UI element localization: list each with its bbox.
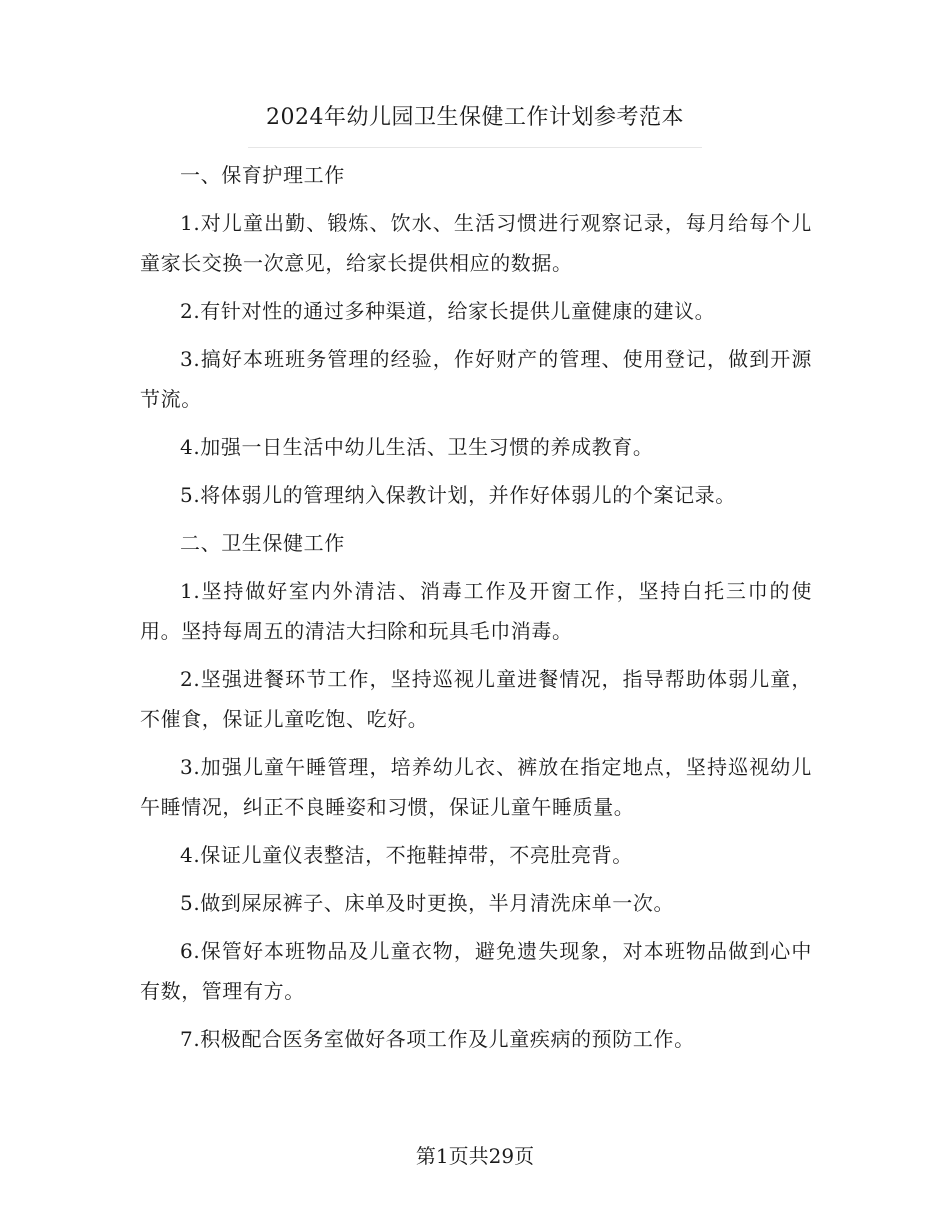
- section-heading-2: 二、卫生保健工作: [180, 531, 345, 555]
- document-title: 2024年幼儿园卫生保健工作计划参考范本: [266, 105, 684, 130]
- paragraph: 3.搞好本班班务管理的经验，作好财产的管理、使用登记，做到开源节流。: [140, 347, 812, 411]
- document-body: [140, 155, 812, 1067]
- paragraph: 3.加强儿童午睡管理，培养幼儿衣、裤放在指定地点，坚持巡视幼儿午睡情况，纠正不良睡姿和习惯，保证儿童午睡质量。: [140, 755, 812, 819]
- paragraph: 4.保证儿童仪表整洁，不拖鞋掉带，不亮肚亮背。: [180, 843, 633, 867]
- paragraph: 1.对儿童出勤、锻炼、饮水、生活习惯进行观察记录，每月给每个儿童家长交换一次意见，给家长提供相应的数据。: [140, 211, 812, 275]
- paragraph: 4.加强一日生活中幼儿生活、卫生习惯的养成教育。: [180, 435, 654, 459]
- paragraph: 5.将体弱儿的管理纳入保教计划，并作好体弱儿的个案记录。: [180, 483, 736, 507]
- title-underline: [248, 147, 702, 148]
- paragraph: 6.保管好本班物品及儿童衣物，避免遗失现象，对本班物品做到心中有数，管理有方。: [140, 939, 812, 1003]
- paragraph: 2.有针对性的通过多种渠道，给家长提供儿童健康的建议。: [180, 299, 716, 323]
- section-heading-1: 一、保育护理工作: [180, 163, 345, 187]
- paragraph: 7.积极配合医务室做好各项工作及儿童疾病的预防工作。: [180, 1027, 695, 1051]
- paragraph: 5.做到屎尿裤子、床单及时更换，半月清洗床单一次。: [180, 891, 675, 915]
- paragraph: 1.坚持做好室内外清洁、消毒工作及开窗工作，坚持白托三巾的使用。坚持每周五的清洁大扫除和玩具毛巾消毒。: [140, 579, 812, 643]
- paragraph: 2.坚强进餐环节工作，坚持巡视儿童进餐情况，指导帮助体弱儿童，不催食，保证儿童吃饱、吃好。: [140, 667, 812, 731]
- page-number-footer: 第1页共29页: [415, 1144, 535, 1168]
